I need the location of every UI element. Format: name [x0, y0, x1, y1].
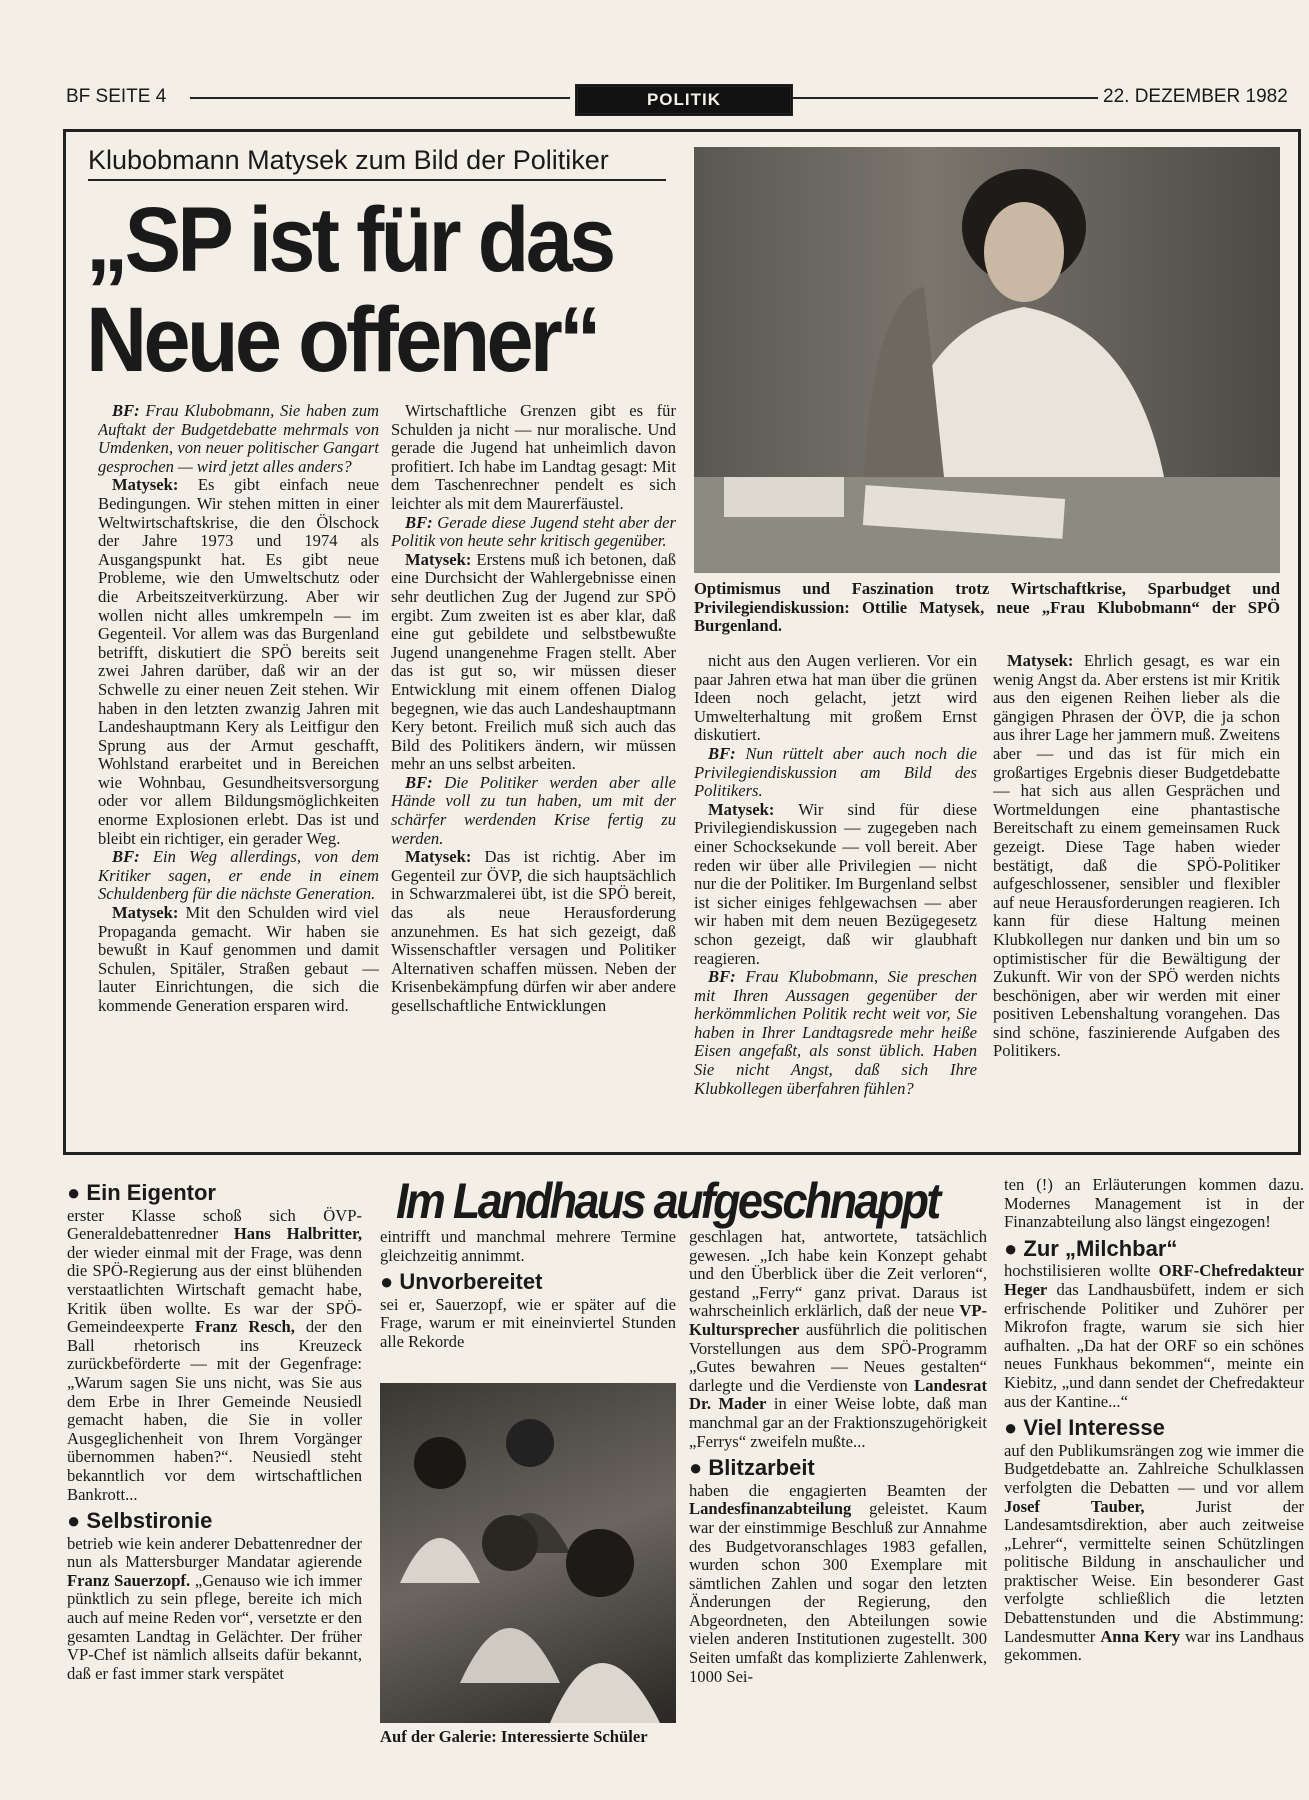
note-text [1004, 1442, 1304, 1665]
headline-line-2: Neue offener“ [86, 289, 598, 391]
paragraph-text: Die Politiker werden aber alle Hände voll zu tun haben, um mit der schärfer werdenden Krise fertig zu werden. [391, 772, 676, 848]
section-label: POLITIK [575, 84, 793, 116]
text-run: der den Ball rhetorisch ins Kreuzeck zurückbeförderte — mit der Gegenfrage: „Warum sagen Sie uns nicht, was Sie aus dem Erbe in Ihrer Gemeinde Neusiedl gemacht haben, die Sie in voller Ausgeglichenheit von Ihrem Vorgänger übernommen haben?“. Neusiedl steht bekanntlich vor dem wirtschaftlichen Bankrott... [67, 1317, 362, 1504]
notes-column-2 [380, 1228, 676, 1368]
text-run: betrieb wie kein anderer Debattenredner der nun als Mattersburger Mandatar agierende [67, 1533, 362, 1572]
speaker-label: Matysek: [708, 799, 775, 819]
text-run: „Genauso wie ich immer pünktlich zu sein pflege, bereite ich mich auch auf meine Reden vor“, versetzte er den gesamten Landtag in Gelächter. Der früher VP-Chef ist nämlich allseits dafür bekannt, daß er fast immer stark verspätet [67, 1570, 362, 1683]
interview-answer [993, 652, 1280, 1061]
page-number: BF SEITE 4 [66, 86, 167, 107]
text-run: war ins Landhaus gekommen. [1004, 1626, 1304, 1665]
note-text [380, 1296, 676, 1352]
interview-question [391, 774, 676, 848]
paragraph-text: Wirtschaftliche Grenzen gibt es für Schulden ja nicht — nur moralische. Und gerade die Jugend hat unheimlich davon profitiert. Ich habe im Landtag gesagt: Mit dem Taschenrechner pendelt es sich leichter als mit dem Maurerfäustel. [391, 402, 676, 513]
speaker-label: Matysek: [112, 475, 179, 495]
speaker-label: BF: [112, 847, 140, 867]
interview-answer [98, 904, 379, 1016]
notes-column-1 [67, 1176, 362, 1766]
paragraph-text: Wir sind für diese Privilegiendiskussion — zugegeben nach einer Schocksekunde — voll bereit. Aber reden wir über alle Privilegien — nicht nur die der Politiker. Im Burgenland selbst ist sicher einiges fehlgewachsen — aber wir haben mit dem neuen Bezügegesetz schon gezeigt, daß wir glaubhaft reagieren. [694, 799, 977, 968]
issue-date: 22. DEZEMBER 1982 [1103, 86, 1288, 107]
article-column-2 [391, 402, 676, 1140]
paragraph-text: Das ist richtig. Aber im Gegenteil zur ÖVP, die sich hauptsächlich in Schwarzmalerei übt, ist die SPÖ bereit, das als neue Herausforderung anzunehmen. Es hat sich gezeigt, daß Wissenschaftler versagen und Politiker Alternativen schaffen müssen. Neben der Krisenbekämpfung dürfen wir aber andere gesellschaftliche Entwicklungen [391, 847, 676, 1015]
interview-answer [391, 551, 676, 774]
interview-answer [98, 476, 379, 848]
portrait-photo [694, 147, 1280, 573]
speaker-label: Matysek: [405, 549, 472, 569]
interview-answer [694, 652, 977, 745]
section-headline: Im Landhaus aufgeschnappt [396, 1173, 939, 1229]
name-highlight: Franz Resch, [194, 1317, 295, 1337]
name-highlight: Landesrat Dr. Mader [689, 1375, 987, 1414]
speaker-label: Matysek: [112, 903, 179, 923]
article-headline [86, 190, 629, 390]
text-run: in einer Weise lobte, daß man manchmal gar an der Fraktionszugehörigkeit „Ferrys“ zweifeln mußte... [689, 1394, 987, 1451]
name-highlight: Landesfinanzabteilung [689, 1499, 852, 1519]
note-text [380, 1228, 676, 1265]
note-heading: ● Selbstironie [67, 1512, 362, 1531]
text-run: geleistet. Kaum war der einstimmige Beschluß zur Annahme des Budgetvoranschlages 1983 gefallen, wurden schon 300 Exemplare mit sämtlichen Zahlen und sogar den letzten Änderungen der Regierung, den Abgeordneten, den Abteilungen sowie vielen anderen Institutionen zugestellt. 300 Seiten umfaßt das komplizierte Zahlenwerk, 1000 Sei- [689, 1499, 987, 1686]
speaker-label: BF: [405, 512, 433, 532]
name-highlight: VP-Kultursprecher [689, 1301, 987, 1339]
paragraph-text: Ein Weg allerdings, von dem Kritiker sagen, er ende in einem Schuldenberg für die nächste Generation. [98, 847, 379, 904]
paragraph-text: nicht aus den Augen verlieren. Vor ein paar Jahren etwa hat man über die grünen Ideen noch gelacht, jetzt wird Umwelterhaltung mit großem Ernst diskutiert. [694, 652, 977, 745]
interview-question [391, 514, 676, 551]
note-text [67, 1535, 362, 1684]
text-run: auf den Publikumsrängen zog wie immer die Budgetdebatte an. Zahlreiche Schulklassen verfolgten die Debatten — und vor allem [1004, 1440, 1304, 1497]
gallery-photo-caption: Auf der Galerie: Interessierte Schüler [380, 1728, 648, 1746]
interview-question [98, 848, 379, 904]
paragraph-text: Ehrlich gesagt, es war ein wenig Angst da. Aber erstens ist mir Kritik aus den eigenen Reihen lieber als die gängigen Phrasen der ÖVP, die ja schon aus ihrer Lage her jammern muß. Zweitens aber — und das ist für mich ein großartiges Ergebnis dieser Budgetdebatte — hat sich aus allen Gesprächen und Wortmeldungen eine phantastische Bereitschaft zu einem gemeinsamen Ruck gezeigt. Diese Tage haben wieder bestätigt, daß die SPÖ-Politiker aufgeschlossener, sensibler und flexibler auf neue Herausforderungen reagieren. Ich kann für diese Haltung meinen Klubkollegen nur danken und bin um so optimistischer für die Bewältigung der Zukunft. Wir von der SPÖ werden nichts beschönigen, aber wir werden mit einer positiven Lebenshaltung vorangehen. Das sind schöne, faszinierende Aufgaben des Politikers. [993, 652, 1280, 1061]
text-run: erster Klasse schoß sich ÖVP-Generaldebattenredner [67, 1205, 362, 1244]
text-run: hochstilisieren wollte [1004, 1261, 1159, 1281]
interview-answer [694, 801, 977, 968]
speaker-label: BF: [708, 743, 736, 763]
text-run: das Landhausbüfett, indem er sich erfrischende Politiker und Zuhörer per Mikrofon fragte, warum sie sich hier aufhalten. „Da hat der ORF so ein schönes neues Funkhaus bekommen“, meinte ein Kiebitz, „und dann sendet der Chefredakteur aus der Kantine...“ [1004, 1279, 1304, 1411]
name-highlight: Hans Halbritter, [233, 1224, 362, 1244]
text-run: Jurist der Landesamtsdirektion, aber auch zeitweise „Lehrer“, vermittelte seinen Schützlingen politische Bildung in anschaulicher und praktischer Weise. Ein besonderer Gast verfolgte schließlich die letzten Debattenstunden und die Abstimmung: Landesmutter [1004, 1496, 1304, 1646]
note-text [689, 1482, 987, 1687]
name-highlight: Josef Tauber, [1004, 1496, 1145, 1516]
text-run: der wieder einmal mit der Frage, was denn die SPÖ-Regierung aus der einst blühenden verstaatlichten Wirtschaft gemacht habe, Kritik üben wollte. Es war der SPÖ-Gemeindeexperte [67, 1242, 362, 1337]
note-text [1004, 1262, 1304, 1411]
paragraph-text: Nun rüttelt aber auch noch die Privilegiendiskussion am Bild des Politikers. [694, 743, 977, 801]
speaker-label: BF: [112, 402, 140, 420]
interview-question [694, 968, 977, 1098]
note-heading: ● Zur „Milchbar“ [1004, 1240, 1304, 1259]
gallery-photo [380, 1383, 676, 1723]
article-column-3 [694, 652, 977, 1140]
text-run: sei er, Sauerzopf, wie er später auf die Frage, warum er mit eineinviertel Stunden alle Rekorde [380, 1294, 676, 1351]
interview-answer [391, 402, 676, 514]
header-rule-right [792, 97, 1098, 99]
interview-answer [391, 848, 676, 1015]
name-highlight: ORF-Chefredakteur Heger [1004, 1261, 1304, 1299]
gallery-photo-image [380, 1383, 676, 1723]
portrait-photo-image [694, 147, 1280, 573]
text-run: ausführlich die politischen Vorstellungen aus dem SPÖ-Programm „Gutes bewahren — Neues gestalten“ darlegte und die Verdienste von [689, 1319, 987, 1395]
paragraph-text: Erstens muß ich betonen, daß eine Durchsicht der Wahlergebnisse einen sehr deutlichen Zug der Jugend zur SPÖ ergibt. Zum zweiten ist es aber klar, daß eine gut gebildete und selbstbewußte Jugend unangenehme Fragen stellt. Aber das ist gut so, wir müssen dieser Entwicklung mit einem offenen Dialog begegnen, wie das auch Landeshauptmann Kery betont. Freilich muß sich auch das Bild des Politikers ändern, wir müssen mehr an uns selbst arbeiten. [391, 549, 676, 774]
note-text [1004, 1176, 1304, 1232]
article-kicker: Klubobmann Matysek zum Bild der Politiker [88, 145, 666, 181]
name-highlight: Franz Sauerzopf. [67, 1570, 191, 1590]
text-run: eintrifft und manchmal mehrere Termine gleichzeitig annimmt. [380, 1228, 676, 1265]
note-text [67, 1207, 362, 1505]
paragraph-text: Frau Klubobmann, Sie haben zum Auftakt der Budgetdebatte mehrmals von Umdenken, von neuer politischer Gangart gesprochen — wird jetzt alles anders? [98, 402, 379, 476]
paragraph-text: Es gibt einfach neue Bedingungen. Wir stehen mitten in einer Weltwirtschaftskrise, die den Ölschock der Jahre 1973 und 1974 als Ausgangspunkt hat. Es gibt neue Probleme, wie den Umweltschutz oder die Arbeitszeitverkürzung. Aber wir wollen nicht alles umkrempeln — im Gegenteil. Vor allem was das Burgenland betrifft, diskutiert die SPÖ bereits seit zwei Jahren darüber, daß wir an der Schwelle zu einer neuen Zeit stehen. Wir haben in den letzten zwanzig Jahren mit Landeshauptmann Kery als Leitfigur den Sprung aus der Armut geschafft, Wohlstand erarbeitet und in Bereichen wie Wohnbau, Gesundheitsversorgung oder vor allem Bildungsmöglichkeiten enorme Explosionen erlebt. Das ist und bleibt ein richtiger, ein gerader Weg. [98, 475, 379, 848]
name-highlight: Anna Kery [1100, 1626, 1181, 1646]
note-heading: ● Unvorbereitet [380, 1273, 676, 1292]
notes-column-3 [689, 1228, 987, 1768]
note-heading: ● Ein Eigentor [67, 1184, 362, 1203]
speaker-label: Matysek: [1007, 652, 1074, 670]
notes-column-4 [1004, 1176, 1304, 1766]
interview-question [98, 402, 379, 476]
article-column-1 [98, 402, 379, 1140]
article-column-4 [993, 652, 1280, 1140]
interview-question [694, 745, 977, 801]
headline-line-1: „SP ist für das [86, 189, 613, 291]
speaker-label: BF: [708, 967, 736, 987]
header-rule-left [190, 97, 570, 99]
photo-caption: Optimismus und Faszination trotz Wirtschaftkrise, Sparbudget und Privilegiendiskussion: Ottilie Matysek, neue „Frau Klubobmann“ der SPÖ Burgenland. [694, 579, 1280, 636]
note-heading: ● Blitzarbeit [689, 1459, 987, 1478]
note-text [689, 1228, 987, 1451]
paragraph-text: Mit den Schulden wird viel Propaganda gemacht. Wir haben sie bewußt in Kauf genommen und damit Schulen, Spitäler, Straßen gebaut — lauter Einrichtungen, die sich die kommende Generation ersparen wird. [98, 903, 379, 1015]
note-heading: ● Viel Interesse [1004, 1419, 1304, 1438]
paragraph-text: Frau Klubobmann, Sie preschen mit Ihren Aussagen gegenüber der herkömmlichen Politik recht weit vor, Sie haben in Ihrer Landtagsrede mehr heiße Eisen angefaßt, als sonst üblich. Haben Sie nicht Angst, daß sich Ihre Klubkollegen überfahren fühlen? [694, 967, 977, 1098]
text-run: geschlagen hat, antwortete, tatsächlich gewesen. „Ich habe kein Konzept gehabt und den Überblick über die Zeit verloren“, gestand „Ferry“ ganz privat. Daraus ist wahrscheinlich erklärlich, daß der neue [689, 1228, 987, 1321]
text-run: haben die engagierten Beamten der [689, 1480, 987, 1500]
speaker-label: Matysek: [405, 847, 472, 867]
paragraph-text: Gerade diese Jugend steht aber der Politik von heute sehr kritisch gegenüber. [391, 512, 676, 551]
speaker-label: BF: [405, 772, 433, 792]
text-run: ten (!) an Erläuterungen kommen dazu. Modernes Management ist in der Finanzabteilung also längst eingezogen! [1004, 1176, 1304, 1232]
